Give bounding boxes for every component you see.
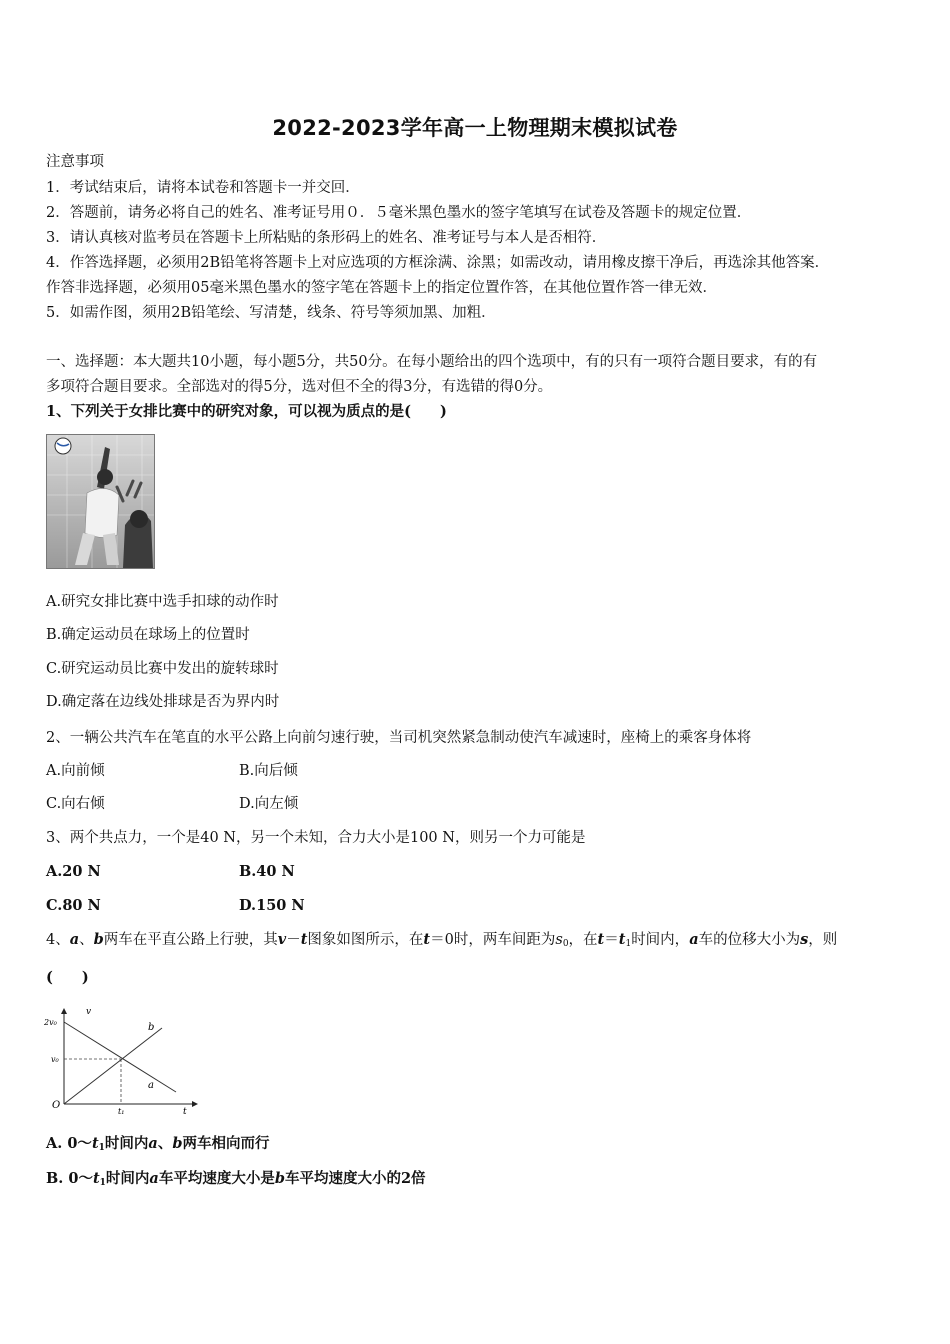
page-title: 2022-2023学年高一上物理期末模拟试卷	[272, 116, 678, 140]
graph-tick-2v0: 2v₀	[44, 1018, 57, 1027]
q2-option-c: C.向右倾	[46, 796, 105, 812]
q4-option-a: A. $0\sim t_1$时间内a、b两车相向而行	[46, 1135, 270, 1153]
notice-item-5: 5．如需作图，须用2B铅笔绘、写清楚，线条、符号等须加黑、加粗．	[46, 305, 496, 321]
notice-item-4-cont: 作答非选择题，必须用05毫米黑色墨水的签字笔在答题卡上的指定位置作答，在其他位置作答一律无效．	[46, 280, 717, 296]
q2-option-d: D.向左倾	[239, 796, 299, 812]
q3-option-a: A.20 N	[46, 863, 101, 880]
graph-label-b: b	[148, 1022, 155, 1033]
q1-option-a: A.研究女排比赛中选手扣球的动作时	[46, 594, 279, 610]
graph-x-label: t	[183, 1107, 187, 1117]
notice-item-1: 1．考试结束后，请将本试卷和答题卡一并交回．	[46, 180, 360, 196]
notice-item-4: 4．作答选择题，必须用2B铅笔将答题卡上对应选项的方框涂满、涂黑；如需改动，请用橡皮擦干净后，再选涂其他答案．	[46, 255, 830, 271]
graph-line-a	[64, 1022, 176, 1092]
q1-option-c: C.研究运动员比赛中发出的旋转球时	[46, 661, 279, 677]
section-heading-line2: 多项符合题目要求。全部选对的得5分，选对但不全的得3分，有选错的得0分。	[46, 379, 553, 395]
graph-tick-v0: v₀	[51, 1055, 59, 1064]
q2-option-a: A.向前倾	[46, 763, 105, 779]
notice-item-2: 2．答题前，请务必将自己的姓名、准考证号用０．５毫米黑色墨水的签字笔填写在试卷及答题卡的规定位置．	[46, 205, 752, 221]
q1-option-d: D.确定落在边线处排球是否为界内时	[46, 694, 280, 710]
notice-heading: 注意事项	[46, 154, 104, 170]
x-axis-arrow	[192, 1101, 198, 1107]
q4-stem: 4、a、b两车在平直公路上行驶，其v－t图象如图所示，在t＝0时，两车间距为$s_0$，在$t=t_1$时间内，a车的位移大小为s，则	[46, 931, 838, 949]
q4-vt-graph	[40, 1008, 200, 1118]
q1-option-b: B.确定运动员在球场上的位置时	[46, 627, 250, 643]
q3-option-d: D.150 N	[239, 897, 305, 914]
graph-y-label: v	[86, 1008, 92, 1017]
section-heading-line1: 一、选择题：本大题共10小题，每小题5分，共50分。在每小题给出的四个选项中，有的只有一项符合题目要求，有的有	[46, 354, 818, 370]
graph-origin: O	[52, 1100, 61, 1111]
q3-option-c: C.80 N	[46, 897, 101, 914]
graph-label-a: a	[148, 1080, 154, 1091]
q1-stem: 1、下列关于女排比赛中的研究对象，可以视为质点的是( )	[46, 403, 447, 420]
q3-stem: 3、两个共点力，一个是40 N，另一个未知，合力大小是100 N，则另一个力可能是	[46, 830, 586, 846]
volleyball-illustration	[47, 435, 154, 568]
graph-tick-t1: t₁	[118, 1107, 125, 1116]
q3-option-b: B.40 N	[239, 863, 295, 880]
graph-line-b	[64, 1028, 162, 1104]
q4-option-b: B. $0\sim t_1$时间内a车平均速度大小是b车平均速度大小的2倍	[46, 1170, 426, 1188]
q2-option-b: B.向后倾	[239, 763, 298, 779]
notice-item-3: 3．请认真核对监考员在答题卡上所粘贴的条形码上的姓名、准考证号与本人是否相符．	[46, 230, 607, 246]
q4-stem-paren: ( )	[46, 969, 89, 986]
volleyball-photo	[46, 434, 155, 569]
q2-stem: 2、一辆公共汽车在笔直的水平公路上向前匀速行驶，当司机突然紧急制动使汽车减速时，座椅上的乘客身体将	[46, 730, 752, 746]
y-axis-arrow	[61, 1008, 67, 1014]
